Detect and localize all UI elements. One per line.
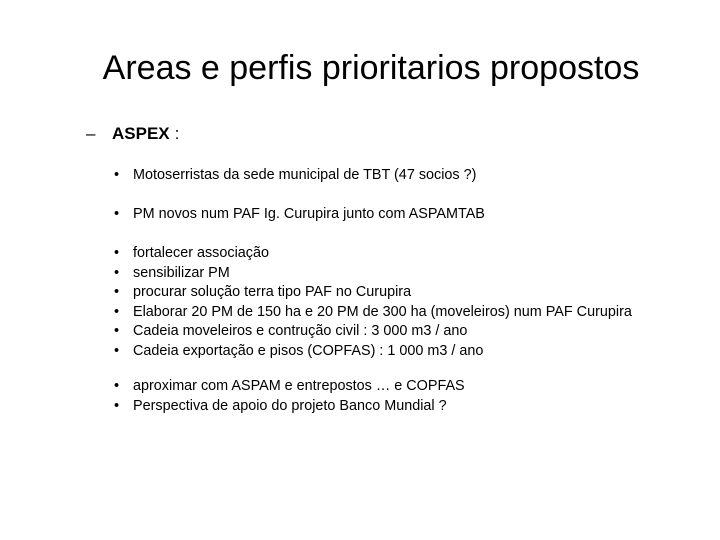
list-item-text: Motoserristas da sede municipal de TBT (47 socios ?) [133,167,477,183]
list-item [114,397,465,417]
bullet-group-3 [114,244,632,361]
bullet-icon: • [114,264,120,281]
list-item-text: PM novos num PAF Ig. Curupira junto com ASPAMTAB [133,206,485,222]
list-item-text: aproximar com ASPAM e entrepostos … e COPFAS [133,378,465,394]
list-item-text: Elaborar 20 PM de 150 ha e 20 PM de 300 ha (moveleiros) num PAF Curupira [133,303,632,320]
list-item [114,322,632,342]
list-item [114,342,632,362]
section-heading [86,123,179,145]
list-item-text: Cadeia moveleiros e contrução civil : 3 000 m3 / ano [133,323,468,339]
bullet-group-1 [114,166,476,186]
list-item-text: Cadeia exportação e pisos (COPFAS) : 1 000 m3 / ano [133,342,484,359]
bullet-icon: • [114,206,120,222]
bullet-icon: • [114,342,120,359]
bullet-icon: • [114,284,120,300]
list-item [114,244,632,264]
list-item [114,205,485,225]
bullet-group-2 [114,205,485,225]
list-item [114,283,632,303]
bullet-icon: • [114,303,120,320]
list-item [114,264,632,284]
bullet-icon: • [114,245,120,261]
bullet-icon: • [114,167,120,183]
bullet-icon: • [114,378,120,394]
bullet-group-4 [114,377,465,416]
list-item-text: procurar solução terra tipo PAF no Curupira [133,284,412,300]
list-item [114,303,632,323]
bullet-icon: • [114,323,120,339]
bullet-icon: • [114,397,120,414]
slide-title: Areas e perfis prioritarios propostos [102,49,640,87]
list-item-text: Perspectiva de apoio do projeto Banco Mundial ? [133,397,447,414]
section-label: ASPEX [112,124,170,143]
list-item [114,377,465,397]
list-item [114,166,476,186]
list-item-text: sensibilizar PM [133,264,230,281]
dash-marker: – [86,124,96,143]
section-colon: : [174,124,180,143]
list-item-text: fortalecer associação [133,245,269,261]
